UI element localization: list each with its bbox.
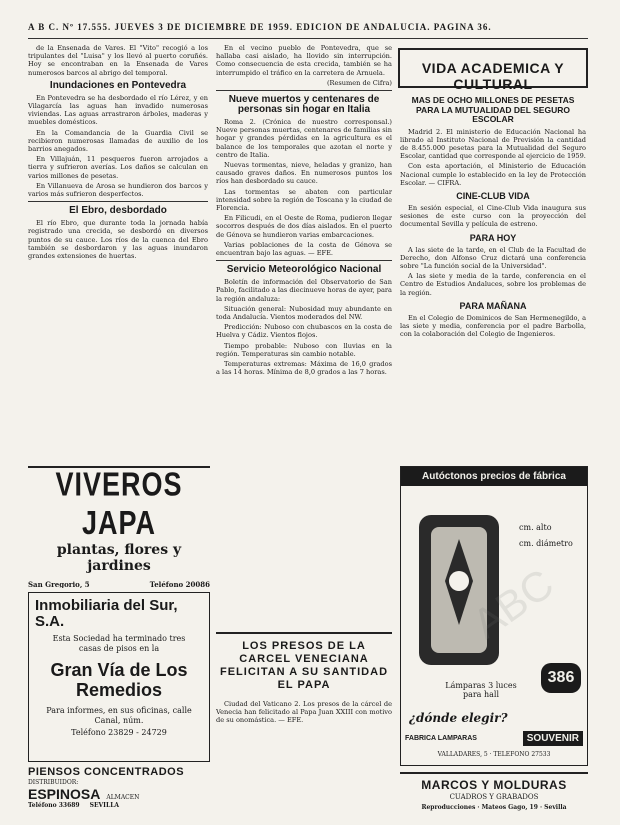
- inmobiliaria-highlight: Gran Vía de Los Remedios: [50, 660, 188, 700]
- col3-heading-paramanana: PARA MAÑANA: [459, 300, 527, 311]
- lamparas-desc-line2: para hall: [462, 690, 500, 699]
- viveros-title: VIVEROS JAPA: [55, 466, 183, 542]
- col1-heading-ebro: El Ebro, desbordado: [69, 205, 167, 217]
- lamparas-desc-line1: Lámparas 3 luces: [445, 681, 517, 690]
- col1-p4: En Villanueva de Arosa se hundieron dos barcos y varios más sufrieron desperfectos.: [28, 181, 208, 199]
- col2-intro: En el vecino pueblo de Pontevedra, que se hallaba casi aislado, ha llovido sin interrupción. Como consecuencia de esta crecida, también se ha interrumpido el tráfico en la carretera de Arnuela.: [216, 44, 392, 77]
- viveros-address: San Gregorio, 5: [28, 580, 90, 588]
- col2-rule-2: [216, 260, 392, 261]
- col2-p9: Tiempo probable: Nuboso con lluvias en la región. Temperaturas sin cambio notable.: [216, 341, 392, 358]
- banner-vida-academica: [398, 48, 588, 92]
- col1-intro: de la Ensenada de Vares. El "Vito" recogió a los tripulantes del "Luisa" y los llevó al puerto coruñés. Hoy se encontraban en la Ensenada de Vares numerosos barcos al abrigo del temporal.: [28, 44, 208, 77]
- ad-lamparas: [400, 466, 588, 766]
- inmobiliaria-title: Inmobiliaria del Sur, S.A.: [35, 597, 178, 630]
- col3-p1: Madrid 2. El ministerio de Educación Nacional ha librado al Instituto Nacional de Previsión la cantidad de 8.455.000 pesetas para la Mutualidad del Seguro Escolar, cantidad que corresponde al ejercicio de 1959.: [400, 127, 586, 161]
- col1-p2: En la Comandancia de la Guardia Civil se recibieron numerosas llamadas de auxilio de los barrios anegados.: [28, 128, 208, 154]
- lamparas-tagline: ¿dónde elegir?: [409, 711, 508, 725]
- inmobiliaria-phone: Teléfono 23829 - 24729: [71, 728, 167, 737]
- marcos-footer: Reproducciones · Mateos Gago, 19 · Sevilla: [421, 804, 567, 811]
- col2-p10: Temperaturas extremas: Máxima de 16,0 grados a las 14 horas. Mínima de 8,0 grados a las 7 horas.: [216, 360, 392, 377]
- col3-heading-cineclub: CINE-CLUB VIDA: [456, 190, 530, 201]
- viveros-line1: plantas, flores y: [56, 542, 182, 558]
- col2-p8: Predicción: Nuboso con chubascos en la costa de Huelva y Cádiz. Vientos flojos.: [216, 323, 392, 340]
- lamparas-shop-address: VALLADARES, 5 · TELEFONO 27533: [437, 751, 551, 758]
- header-rule: [28, 38, 588, 39]
- ad-viveros-japa: [28, 466, 210, 588]
- piensos-phone: Teléfono 33689: [28, 802, 80, 809]
- col3-p4: A las siete de la tarde, en el Club de la Facultad de Derecho, don Alfonso Cruz dictará una conferencia sobre "La función social de la Universidad".: [400, 245, 586, 270]
- col1-heading-pontevedra: Inundaciones en Pontevedra: [49, 79, 187, 91]
- col2-p5: Varias poblaciones de la costa de Génova se encuentran bajo las aguas. — EFE.: [216, 240, 392, 258]
- lamparas-shop: [405, 731, 583, 746]
- col2-p4: En Filicudi, en el Oeste de Roma, pudieron llegar socorros después de dos días aislados. En el puerto de Génova se hundieron varias embarcaciones.: [216, 214, 392, 239]
- viveros-phone: Teléfono 20086: [149, 580, 210, 588]
- lamp-center: [449, 571, 469, 591]
- col2-p3: Las tormentas se abaten con particular intensidad sobre la región de Toscana y la ciudad de Florencia.: [216, 187, 392, 213]
- col2-p2: Nuevas tormentas, nieve, heladas y granizo, han causado graves daños. En numerosos puntos los ríos han desbordado su cauce.: [216, 161, 392, 186]
- col1-p1: En Pontevedra se ha desbordado el río Lérez, y en Vilagarcía las aguas han invadido numerosas viviendas. Las aguas arrastraron árboles, maderas y muebles domésticos.: [28, 93, 208, 127]
- piensos-city: SEVILLA: [89, 802, 120, 809]
- page-header: A B C. Nº 17.555. JUEVES 3 DE DICIEMBRE DE 1959. EDICION DE ANDALUCIA. PAGINA 36.: [28, 22, 492, 32]
- marcos-subtitle: CUADROS Y GRABADOS: [449, 793, 539, 801]
- col2-heading-italia: Nueve muertos y centenares de personas sin hogar en Italia: [228, 94, 380, 116]
- col3-heading-mutualidad: MAS DE OCHO MILLONES DE PESETAS PARA LA MUTUALIDAD DEL SEGURO ESCOLAR: [411, 95, 575, 124]
- column-2: [216, 44, 392, 628]
- col1-p5: El río Ebro, que durante toda la jornada había registrado una crecida, se desbordó en diversos puntos de su cauce. Los ríos de la cuenca del Ebro también se desbordaron y las aguas inundaron grandes extensiones de huertas.: [28, 219, 208, 261]
- viveros-contact: [28, 580, 210, 588]
- lamparas-size2: cm. diámetro: [519, 539, 573, 548]
- col3-p6: En el Colegio de Dominicos de San Hermenegildo, a las siete y media, conferencia por el padre Barbolla, con la colaboración del Colegio de Ingenieros.: [400, 313, 586, 339]
- ad-piensos: [28, 766, 210, 820]
- col3-p3: En sesión especial, el Cine-Club Vida inaugura sus sesiones de este curso con la proyección del documental Sevilla y película de estreno.: [400, 203, 586, 229]
- strip-title: LOS PRESOS DE LA CARCEL VENECIANA FELICITAN A SU SANTIDAD EL PAPA: [219, 640, 389, 691]
- lamparas-size1: cm. alto: [519, 523, 552, 532]
- col3-heading-parahoy: PARA HOY: [469, 232, 517, 243]
- inmobiliaria-contact: Para informes, en sus oficinas, calle Canal, núm.: [46, 706, 192, 725]
- col2-heading-meteo: Servicio Meteorológico Nacional: [226, 264, 382, 276]
- piensos-name-row: [28, 786, 210, 802]
- piensos-name: ESPINOSA: [28, 786, 101, 802]
- viveros-line2: jardines: [87, 558, 151, 574]
- col3-p5: A las siete y media de la tarde, conferencia en el Centro de Estudios Andaluces, sobre los problemas de la región.: [400, 272, 586, 297]
- banner-text: VIDA ACADEMICA Y CULTURAL: [421, 60, 565, 92]
- lamparas-price: 386: [541, 663, 581, 693]
- piensos-title: PIENSOS CONCENTRADOS: [28, 766, 185, 778]
- piensos-street: ALMACEN: [106, 794, 140, 801]
- ad-marcos: [400, 772, 588, 822]
- col2-p1: Roma 2. (Crónica de nuestro corresponsal.) Nueve personas muertas, centenares de familias sin hogar y grandes pérdidas en la agricultura es el balance de los temporales que azotan el norte y centro de Italia.: [216, 118, 392, 159]
- col1-p3: En Villajuán, 11 pesqueros fueron arrojados a tierra y sufrieron averías. Los daños se calculan en varios millones de pesetas.: [28, 155, 208, 180]
- col2-p6: Boletín de información del Observatorio de San Pablo, facilitado a las diecinueve horas de ayer, para la región andaluza:: [216, 278, 392, 303]
- col2-rule-1: [216, 90, 392, 91]
- strip-venecia: [216, 632, 392, 820]
- col2-p7: Situación general: Nubosidad muy abundante en toda Andalucía. Vientos moderados del NW.: [216, 304, 392, 322]
- col3-p2: Con esta aportación, el Ministerio de Educación Nacional cumple lo establecido en la ley de Protección Escolar. — CIFRA.: [400, 162, 586, 187]
- piensos-distributor-label: DISTRIBUIDOR:: [28, 779, 79, 786]
- marcos-title: MARCOS Y MOLDURAS: [421, 778, 567, 792]
- strip-body-text: Ciudad del Vaticano 2. Los presos de la cárcel de Venecia han felicitado al Papa Juan XXIII con motivo de su onomástica. — EFE.: [216, 700, 392, 725]
- watermark: ABC: [464, 559, 562, 648]
- lamparas-shop-left: FABRICA LAMPARAS: [405, 735, 477, 742]
- ad-inmobiliaria-del-sur: [28, 592, 210, 762]
- column-1: [28, 44, 208, 464]
- inmobiliaria-body: Esta Sociedad ha terminado tres casas de pisos en la: [52, 634, 186, 653]
- col2-credit: (Resumen de Cifra): [326, 78, 392, 87]
- lamparas-shop-right: SOUVENIR: [523, 731, 583, 746]
- col1-rule: [28, 201, 208, 202]
- lamparas-desc: [421, 681, 541, 699]
- strip-body: [216, 700, 392, 727]
- lamparas-headline: Autóctonos precios de fábrica: [401, 467, 587, 486]
- column-3: [400, 92, 586, 462]
- lamp-illustration: [409, 505, 509, 673]
- piensos-contact: [28, 802, 210, 809]
